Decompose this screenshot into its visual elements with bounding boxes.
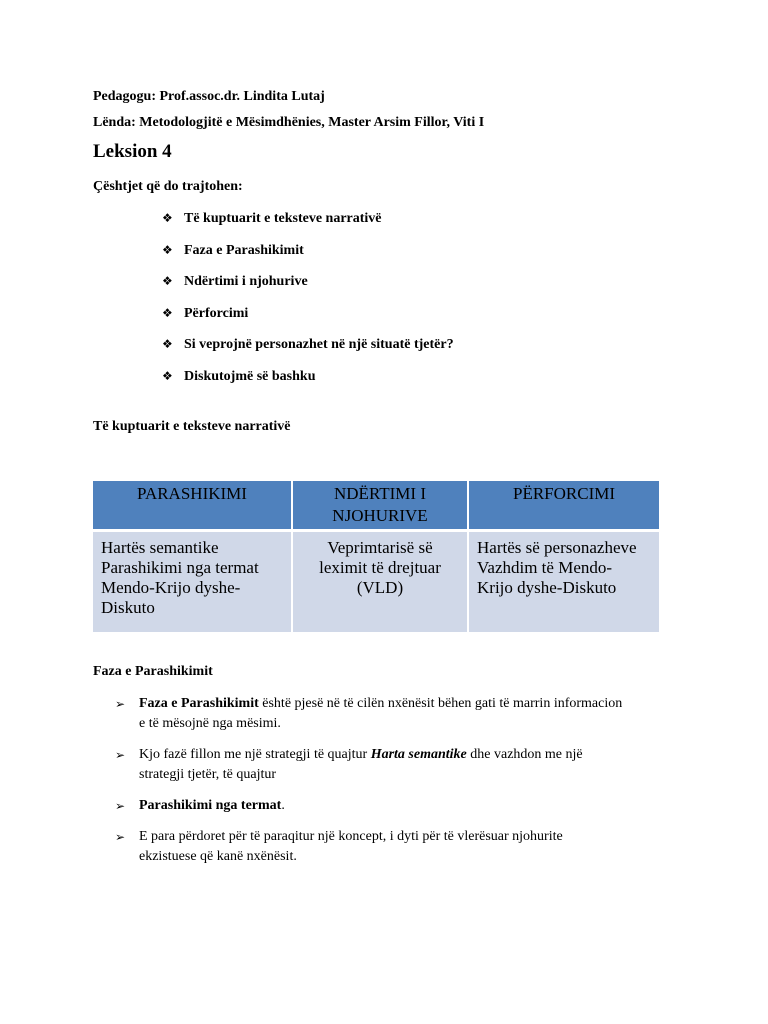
arrow-bullet-icon: ➢ xyxy=(115,697,126,711)
header-ndertimi-line1: NDËRTIMI I xyxy=(334,484,426,503)
diamond-bullet-icon: ❖ xyxy=(162,337,173,351)
topic-item xyxy=(162,335,454,354)
topic-label: Përforcimi xyxy=(184,306,249,321)
header-perforcimi: PËRFORCIMI xyxy=(512,484,616,503)
list-item xyxy=(115,694,685,734)
diamond-bullet-icon: ❖ xyxy=(162,211,173,225)
header-ndertimi-line2: NJOHURIVE xyxy=(332,506,428,525)
cell-text: Vazhdim të Mendo- xyxy=(477,558,613,577)
topic-label: Faza e Parashikimit xyxy=(184,243,304,258)
diamond-bullet-icon: ❖ xyxy=(162,369,173,383)
body-text: ekzistuese që kanë nxënësit. xyxy=(139,849,297,864)
diamond-bullet-icon: ❖ xyxy=(162,306,173,320)
cell-text: Hartës së personazheve xyxy=(477,538,637,557)
list-item xyxy=(115,745,685,785)
topic-label: Diskutojmë së bashku xyxy=(184,369,316,384)
topic-label: Të kuptuarit e teksteve narrativë xyxy=(184,211,382,226)
body-text: . xyxy=(281,798,285,813)
arrow-bullet-icon: ➢ xyxy=(115,799,126,813)
body-text: është pjesë në të cilën nxënësit bëhen gati të marrin informacion xyxy=(258,696,623,711)
table-header-cell xyxy=(468,481,659,531)
teacher-line: Pedagogu: Prof.assoc.dr. Lindita Lutaj xyxy=(93,89,325,104)
table-header-cell xyxy=(93,481,292,531)
section-title: Faza e Parashikimit xyxy=(93,664,213,679)
topic-label: Ndërtimi i njohurive xyxy=(184,274,308,289)
topics-intro: Çështjet që do trajtohen: xyxy=(93,179,243,194)
list-item xyxy=(115,796,685,816)
cell-text: Parashikimi nga termat xyxy=(101,558,259,577)
list-item xyxy=(115,827,685,867)
topic-label: Si veprojnë personazhet në një situatë tjetër? xyxy=(184,337,454,352)
emphasis-text: Harta semantike xyxy=(370,747,467,762)
list-item-text xyxy=(139,827,685,867)
subject-line: Lënda: Metodologjitë e Mësimdhënies, Master Arsim Fillor, Viti I xyxy=(93,115,485,130)
arrow-bullet-icon: ➢ xyxy=(115,830,126,844)
cell-text: (VLD) xyxy=(356,578,404,597)
lesson-title: Leksion 4 xyxy=(93,141,172,162)
header-parashikimi: PARASHIKIMI xyxy=(137,484,247,503)
diamond-bullet-icon: ❖ xyxy=(162,243,173,257)
topic-item xyxy=(162,241,304,260)
cell-text: Mendo-Krijo dyshe- xyxy=(101,578,241,597)
table-row xyxy=(93,531,659,633)
topic-item xyxy=(162,272,308,291)
list-item-text xyxy=(139,745,685,785)
body-text: strategji tjetër, të quajtur xyxy=(139,767,277,782)
topic-item xyxy=(162,304,248,323)
emphasis-text: Faza e Parashikimit xyxy=(139,696,259,711)
section-title: Të kuptuarit e teksteve narrativë xyxy=(93,419,291,434)
cell-text: Hartës semantike xyxy=(101,538,219,557)
body-text: e të mësojnë nga mësimi. xyxy=(139,716,281,731)
cell-text: Krijo dyshe-Diskuto xyxy=(477,578,617,597)
topic-item xyxy=(162,367,315,386)
table-header-row xyxy=(93,481,659,531)
cell-text: Veprimtarisë së xyxy=(327,538,433,557)
emphasis-text: Parashikimi nga termat xyxy=(139,798,282,813)
cell-text: Diskuto xyxy=(101,598,155,617)
body-text: Kjo fazë fillon me një strategji të quajtur xyxy=(139,747,371,762)
table-cell xyxy=(93,531,292,633)
body-text: dhe vazhdon me një xyxy=(466,747,583,762)
arrow-bullet-icon: ➢ xyxy=(115,748,126,762)
list-item-text xyxy=(139,694,685,734)
table-cell xyxy=(468,531,659,633)
list-item-text xyxy=(139,796,685,816)
body-text: E para përdoret për të paraqitur një koncept, i dyti për të vlerësuar njohurite xyxy=(139,829,563,844)
table-header-cell xyxy=(292,481,468,531)
cell-text: leximit të drejtuar xyxy=(319,558,441,577)
topic-item xyxy=(162,209,382,228)
phases-table xyxy=(93,481,659,632)
diamond-bullet-icon: ❖ xyxy=(162,274,173,288)
table-cell xyxy=(292,531,468,633)
